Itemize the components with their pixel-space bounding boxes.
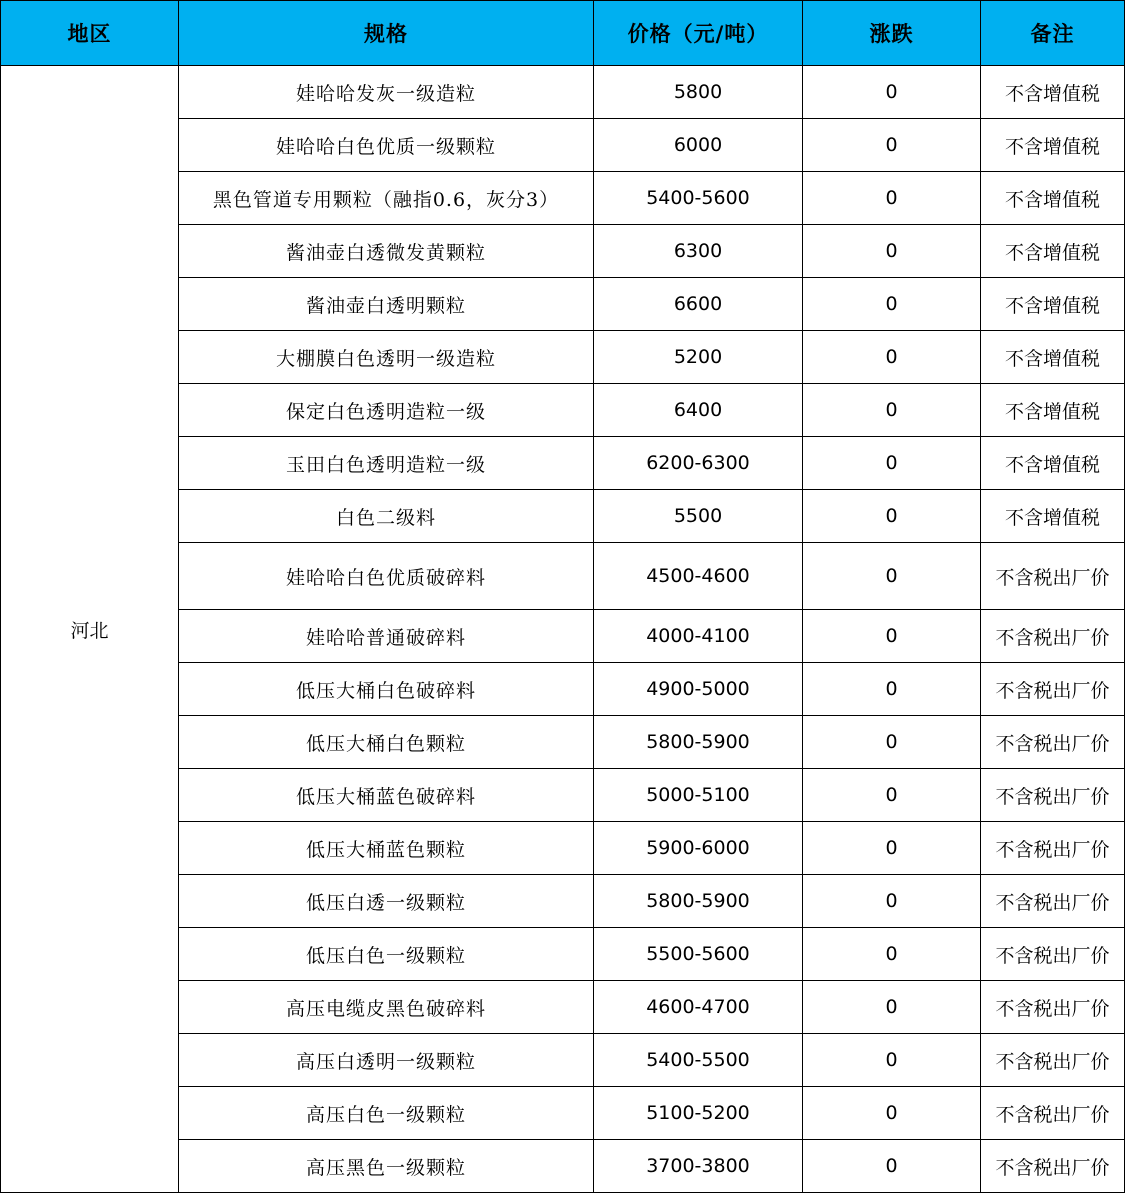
spec-cell: 娃哈哈白色优质一级颗粒 — [179, 119, 594, 172]
note-cell: 不含税出厂价 — [981, 928, 1125, 981]
spec-cell: 黑色管道专用颗粒（融指0.6，灰分3） — [179, 172, 594, 225]
spec-cell: 保定白色透明造粒一级 — [179, 384, 594, 437]
price-cell: 6300 — [594, 225, 803, 278]
spec-cell: 低压大桶蓝色破碎料 — [179, 769, 594, 822]
note-cell: 不含增值税 — [981, 225, 1125, 278]
price-cell: 6400 — [594, 384, 803, 437]
spec-cell: 大棚膜白色透明一级造粒 — [179, 331, 594, 384]
note-cell: 不含增值税 — [981, 437, 1125, 490]
change-cell: 0 — [803, 610, 981, 663]
price-cell: 5400-5500 — [594, 1034, 803, 1087]
spec-cell: 娃哈哈白色优质破碎料 — [179, 543, 594, 610]
change-cell: 0 — [803, 928, 981, 981]
note-cell: 不含增值税 — [981, 119, 1125, 172]
spec-cell: 高压白色一级颗粒 — [179, 1087, 594, 1140]
price-cell: 5100-5200 — [594, 1087, 803, 1140]
note-cell: 不含税出厂价 — [981, 663, 1125, 716]
price-cell: 4600-4700 — [594, 981, 803, 1034]
spec-cell: 高压黑色一级颗粒 — [179, 1140, 594, 1193]
note-cell: 不含增值税 — [981, 384, 1125, 437]
note-cell: 不含增值税 — [981, 278, 1125, 331]
change-cell: 0 — [803, 490, 981, 543]
change-cell: 0 — [803, 225, 981, 278]
change-cell: 0 — [803, 716, 981, 769]
price-cell: 4000-4100 — [594, 610, 803, 663]
spec-cell: 高压白透明一级颗粒 — [179, 1034, 594, 1087]
table-header — [1, 1, 1125, 66]
price-cell: 6000 — [594, 119, 803, 172]
price-cell: 5500 — [594, 490, 803, 543]
spec-cell: 酱油壶白透明颗粒 — [179, 278, 594, 331]
header-note: 备注 — [981, 1, 1125, 66]
spec-cell: 娃哈哈发灰一级造粒 — [179, 66, 594, 119]
change-cell: 0 — [803, 769, 981, 822]
change-cell: 0 — [803, 119, 981, 172]
note-cell: 不含税出厂价 — [981, 1087, 1125, 1140]
note-cell: 不含税出厂价 — [981, 769, 1125, 822]
table-row — [1, 66, 1125, 119]
change-cell: 0 — [803, 663, 981, 716]
note-cell: 不含税出厂价 — [981, 716, 1125, 769]
change-cell: 0 — [803, 331, 981, 384]
price-cell: 5900-6000 — [594, 822, 803, 875]
spec-cell: 玉田白色透明造粒一级 — [179, 437, 594, 490]
header-change: 涨跌 — [803, 1, 981, 66]
change-cell: 0 — [803, 278, 981, 331]
change-cell: 0 — [803, 437, 981, 490]
change-cell: 0 — [803, 66, 981, 119]
price-cell: 3700-3800 — [594, 1140, 803, 1193]
change-cell: 0 — [803, 172, 981, 225]
change-cell: 0 — [803, 543, 981, 610]
change-cell: 0 — [803, 384, 981, 437]
price-cell: 5500-5600 — [594, 928, 803, 981]
region-cell: 河北 — [1, 66, 179, 1193]
note-cell: 不含增值税 — [981, 490, 1125, 543]
header-spec: 规格 — [179, 1, 594, 66]
spec-cell: 高压电缆皮黑色破碎料 — [179, 981, 594, 1034]
change-cell: 0 — [803, 1034, 981, 1087]
note-cell: 不含税出厂价 — [981, 543, 1125, 610]
change-cell: 0 — [803, 1087, 981, 1140]
price-cell: 6600 — [594, 278, 803, 331]
price-cell: 5800 — [594, 66, 803, 119]
price-cell: 5400-5600 — [594, 172, 803, 225]
note-cell: 不含增值税 — [981, 172, 1125, 225]
spec-cell: 低压大桶白色破碎料 — [179, 663, 594, 716]
header-region: 地区 — [1, 1, 179, 66]
spec-cell: 娃哈哈普通破碎料 — [179, 610, 594, 663]
spec-cell: 低压大桶白色颗粒 — [179, 716, 594, 769]
change-cell: 0 — [803, 822, 981, 875]
price-cell: 6200-6300 — [594, 437, 803, 490]
change-cell: 0 — [803, 875, 981, 928]
header-price: 价格（元/吨） — [594, 1, 803, 66]
note-cell: 不含税出厂价 — [981, 875, 1125, 928]
spec-cell: 酱油壶白透微发黄颗粒 — [179, 225, 594, 278]
price-cell: 5800-5900 — [594, 716, 803, 769]
note-cell: 不含税出厂价 — [981, 822, 1125, 875]
change-cell: 0 — [803, 981, 981, 1034]
header-row — [1, 1, 1125, 66]
price-cell: 4900-5000 — [594, 663, 803, 716]
price-cell: 5000-5100 — [594, 769, 803, 822]
spec-cell: 低压大桶蓝色颗粒 — [179, 822, 594, 875]
note-cell: 不含税出厂价 — [981, 610, 1125, 663]
spec-cell: 低压白色一级颗粒 — [179, 928, 594, 981]
note-cell: 不含税出厂价 — [981, 1034, 1125, 1087]
spec-cell: 白色二级料 — [179, 490, 594, 543]
change-cell: 0 — [803, 1140, 981, 1193]
price-cell: 4500-4600 — [594, 543, 803, 610]
note-cell: 不含增值税 — [981, 331, 1125, 384]
price-cell: 5800-5900 — [594, 875, 803, 928]
note-cell: 不含增值税 — [981, 66, 1125, 119]
note-cell: 不含税出厂价 — [981, 981, 1125, 1034]
note-cell: 不含税出厂价 — [981, 1140, 1125, 1193]
table-body — [1, 66, 1125, 1193]
spec-cell: 低压白透一级颗粒 — [179, 875, 594, 928]
price-cell: 5200 — [594, 331, 803, 384]
